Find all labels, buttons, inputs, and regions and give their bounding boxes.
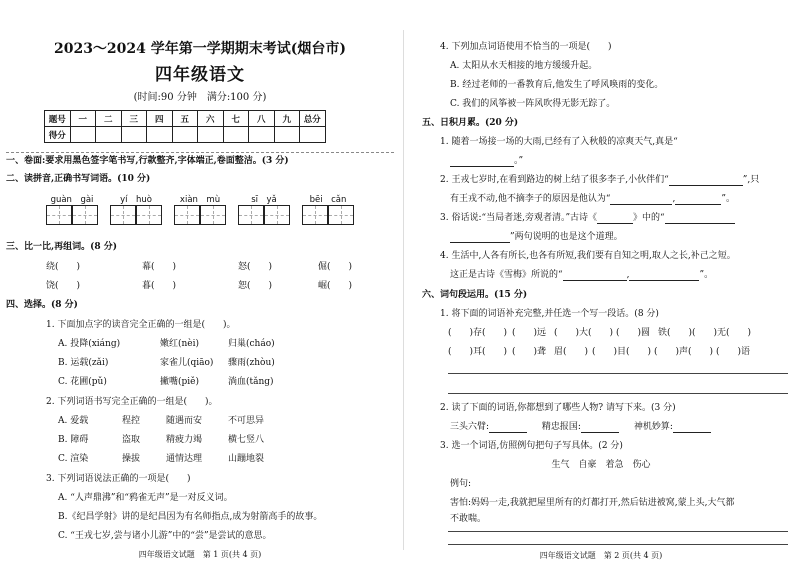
compare-word: 倔( ) <box>318 262 353 272</box>
tianzige-box[interactable] <box>136 205 162 225</box>
q5-1-tail: 。” <box>514 156 524 166</box>
q1-heading: 一、卷面:要求用黑色签字笔书写,行款整齐,字体端正,卷面整洁。(3 分) <box>6 156 289 166</box>
score-header-cell: 五 <box>172 111 198 127</box>
pinyin-group <box>110 193 162 227</box>
q4-4-stem: 4. 下列加点词语使用不恰当的一项是( ) <box>440 42 612 52</box>
q6-3-stem: 3. 选一个词语,仿照例句把句子写具体。(2 分) <box>440 441 623 451</box>
exam-meta: (时间:90 分钟 满分:100 分) <box>133 92 267 103</box>
score-header-cell: 一 <box>70 111 96 127</box>
score-header-cell: 七 <box>223 111 249 127</box>
option: 操拔 <box>122 454 141 464</box>
example-label: 例句: <box>450 479 472 489</box>
q5-3-line1 <box>440 213 735 224</box>
example-sentence: 害怕:妈妈一走,我就把屋里所有的灯都打开,然后钻进被窝,蒙上头,大气都 <box>450 498 735 508</box>
option: 骤雨(zhòu) <box>228 358 275 368</box>
score-header-cell: 三 <box>121 111 147 127</box>
option: 精疲力竭 <box>166 435 203 445</box>
answer-blank[interactable] <box>597 214 633 224</box>
score-header-cell: 四 <box>147 111 173 127</box>
answer-blank[interactable] <box>489 423 527 433</box>
score-header-cell: 六 <box>198 111 224 127</box>
compare-word: 暮( ) <box>142 281 177 291</box>
q5-3-line2 <box>450 232 623 243</box>
idiom-blank[interactable]: ( )耳( ) <box>448 347 508 357</box>
option: 撇嘴(piě) <box>160 377 199 387</box>
compare-word: 崛( ) <box>318 281 353 291</box>
pinyin-label: sī yǎ <box>251 195 277 205</box>
score-cell[interactable] <box>198 127 224 143</box>
q6-2-label: 神机妙算: <box>633 422 673 432</box>
q5-4-text: , <box>626 270 630 280</box>
tianzige-box[interactable] <box>264 205 290 225</box>
option: 盗取 <box>122 435 141 445</box>
q5-3-text: 》中的“ <box>633 213 665 223</box>
score-cell[interactable] <box>249 127 275 143</box>
option: 淌血(tǎng) <box>228 377 274 387</box>
pinyin-label: bēi cǎn <box>309 195 347 205</box>
q5-4-line2 <box>450 270 713 281</box>
option: C. 花圃(pǔ) <box>58 377 107 387</box>
q4-1-stem: 1. 下面加点字的读音完全正确的一组是( )。 <box>46 320 236 330</box>
compare-word: 幕( ) <box>142 262 177 272</box>
q6-2-stem: 2. 读了下面的词语,你都想到了哪些人物? 请写下来。(3 分) <box>440 403 676 413</box>
q5-2-line2 <box>450 194 735 205</box>
answer-blank[interactable] <box>675 195 721 205</box>
pinyin-group <box>174 193 226 227</box>
score-cell[interactable] <box>147 127 173 143</box>
idiom-blank[interactable]: ( )圆 <box>616 328 651 338</box>
option: 横七竖八 <box>228 435 265 445</box>
exam-subtitle: 四年级语文 <box>155 65 245 85</box>
page-gutter <box>403 30 404 550</box>
tianzige-box[interactable] <box>72 205 98 225</box>
q5-heading: 五、日积月累。(20 分) <box>422 118 519 128</box>
tianzige-box[interactable] <box>238 205 264 225</box>
option: B. 运载(zǎi) <box>58 358 109 368</box>
writing-line[interactable] <box>448 393 788 394</box>
option: A. 太阳从水天相接的地方缓缓升起。 <box>450 61 598 71</box>
answer-blank[interactable] <box>626 270 699 281</box>
compare-word: 恕( ) <box>238 281 273 291</box>
q5-1-blank-line <box>450 156 523 167</box>
option: B.《纪昌学射》讲的是纪昌因为有名师指点,成为射箭高手的故事。 <box>58 512 323 522</box>
divider <box>6 152 394 153</box>
score-cell[interactable] <box>96 127 122 143</box>
idiom-blank[interactable]: ( )目( ) <box>592 347 652 357</box>
option: C. “王戎七岁,尝与诸小儿游”中的“尝”是尝试的意思。 <box>58 531 272 541</box>
q6-2-answers <box>450 422 711 433</box>
option: A. 投降(xiáng) <box>58 339 121 349</box>
score-row-label: 得分 <box>45 127 71 143</box>
q4-3-stem: 3. 下列词语说法正确的一项是( ) <box>46 474 191 484</box>
idiom-blank[interactable]: ( )聋 <box>512 347 547 357</box>
answer-blank[interactable] <box>450 233 510 243</box>
answer-blank[interactable] <box>669 176 743 186</box>
q5-1-text: 1. 随着一场接一场的大雨,已经有了入秋般的凉爽天气,真是“ <box>440 137 678 147</box>
q5-2-line1 <box>440 175 759 186</box>
q5-2-text: 有王戎不动,他不摘李子的原因是他认为“ <box>450 194 611 204</box>
tianzige-box[interactable] <box>328 205 354 225</box>
option: 归巢(cháo) <box>228 339 275 349</box>
score-cell[interactable] <box>121 127 147 143</box>
idiom-blank[interactable]: ( )声( ) <box>654 347 714 357</box>
page-footer: 四年级语文试题 第 1 页(共 4 页) <box>138 550 262 559</box>
score-cell[interactable] <box>300 127 326 143</box>
option: C. 渲染 <box>58 454 89 464</box>
option: B. 经过老师的一番教育后,他发生了呼风唤雨的变化。 <box>450 80 664 90</box>
answer-blank[interactable] <box>665 214 735 224</box>
q5-2-text: , <box>672 194 676 204</box>
q2-heading: 二、读拼音,正确书写词语。(10 分) <box>6 174 151 184</box>
option: 嫩红(nèi) <box>160 339 200 349</box>
score-cell[interactable] <box>223 127 249 143</box>
score-header-cell: 九 <box>274 111 300 127</box>
idiom-blank[interactable]: 眉( ) <box>554 347 589 357</box>
score-header-cell: 二 <box>96 111 122 127</box>
answer-blank[interactable] <box>563 271 627 281</box>
q5-4-line1: 4. 生活中,人各有所长,也各有所短,我们要有自知之明,取人之长,补己之短。 <box>440 251 736 261</box>
idiom-blank[interactable]: ( )存( ) <box>448 328 508 338</box>
compare-word: 饶( ) <box>46 281 81 291</box>
idiom-blank[interactable]: ( )远 <box>512 328 547 338</box>
writing-line[interactable] <box>448 544 788 545</box>
q5-3-text: 3. 俗话说:“当局者迷,旁观者清。”古诗《 <box>440 213 598 223</box>
score-table <box>44 110 326 143</box>
q4-2-stem: 2. 下列词语书写完全正确的一组是( )。 <box>46 397 218 407</box>
pinyin-group <box>302 193 354 227</box>
q5-2-text: ”,只 <box>742 175 760 185</box>
pinyin-label: yí huò <box>120 195 152 205</box>
pinyin-group <box>238 193 290 227</box>
pinyin-label: xiàn mù <box>179 195 221 205</box>
option: 随遇而安 <box>166 416 203 426</box>
score-header-cell: 总分 <box>300 111 326 127</box>
q5-3-text: ”两句说明的也是这个道理。 <box>510 232 623 242</box>
option: B. 障碍 <box>58 435 89 445</box>
option: A. “人声鼎沸”和“鸦雀无声”是一对反义词。 <box>58 493 233 503</box>
tianzige-box[interactable] <box>302 205 328 225</box>
idiom-blank[interactable]: ( )无( ) <box>692 328 752 338</box>
writing-line[interactable] <box>448 373 788 374</box>
writing-line[interactable] <box>448 531 788 532</box>
q4-heading: 四、选择。(8 分) <box>6 300 78 310</box>
score-cell[interactable] <box>172 127 198 143</box>
answer-blank[interactable] <box>450 157 514 167</box>
page-footer: 四年级语文试题 第 2 页(共 4 页) <box>539 551 663 560</box>
option: 山蹦地裂 <box>228 454 265 464</box>
option: 不可思异 <box>228 416 265 426</box>
exam-title: 2023～2024 学年第一学期期末考试(烟台市) <box>53 41 347 57</box>
compare-word: 怒( ) <box>238 262 273 272</box>
tianzige-box[interactable] <box>110 205 136 225</box>
q5-2-text: ”。 <box>721 194 735 204</box>
idiom-blank[interactable]: ( )语 <box>716 347 751 357</box>
score-header-cell: 八 <box>249 111 275 127</box>
score-header-cell: 题号 <box>45 111 71 127</box>
compare-word: 绕( ) <box>46 262 81 272</box>
right-page <box>408 0 794 561</box>
pinyin-group <box>46 193 98 227</box>
pinyin-label: guàn gài <box>50 195 94 205</box>
q5-4-text: ”。 <box>699 270 714 280</box>
q6-2-label: 三头六臂: <box>450 422 490 432</box>
example-sentence-end: 不敢喘。 <box>450 514 487 524</box>
score-cell[interactable] <box>274 127 300 143</box>
answer-blank[interactable] <box>673 423 711 433</box>
q6-3-words: 生气 自豪 着急 伤心 <box>551 460 651 470</box>
q6-2-label: 精忠报国: <box>541 422 581 432</box>
tianzige-box[interactable] <box>200 205 226 225</box>
option: 家雀儿(qiāo) <box>160 358 214 368</box>
q5-4-text: 这正是古诗《雪梅》所说的“ <box>450 270 563 280</box>
option: C. 我们的风筝被一阵风吹得无影无踪了。 <box>450 99 616 109</box>
q5-2-text: 2. 王戎七岁时,在看到路边的树上结了很多李子,小伙伴们“ <box>440 175 669 185</box>
score-cell[interactable] <box>70 127 96 143</box>
q3-heading: 三、比一比,再组词。(8 分) <box>6 242 118 252</box>
idiom-blank[interactable]: ( )大( ) <box>554 328 614 338</box>
tianzige-box[interactable] <box>174 205 200 225</box>
option: 通情达理 <box>166 454 203 464</box>
idiom-blank[interactable]: 铁( ) <box>658 328 693 338</box>
answer-blank[interactable] <box>610 195 672 205</box>
option: 程控 <box>122 416 141 426</box>
tianzige-box[interactable] <box>46 205 72 225</box>
option: A. 爱载 <box>58 416 89 426</box>
answer-blank[interactable] <box>581 423 619 433</box>
q6-heading: 六、词句段运用。(15 分) <box>422 290 528 300</box>
q6-1-stem: 1. 将下面的词语补充完整,并任选一个写一段话。(8 分) <box>440 309 659 319</box>
